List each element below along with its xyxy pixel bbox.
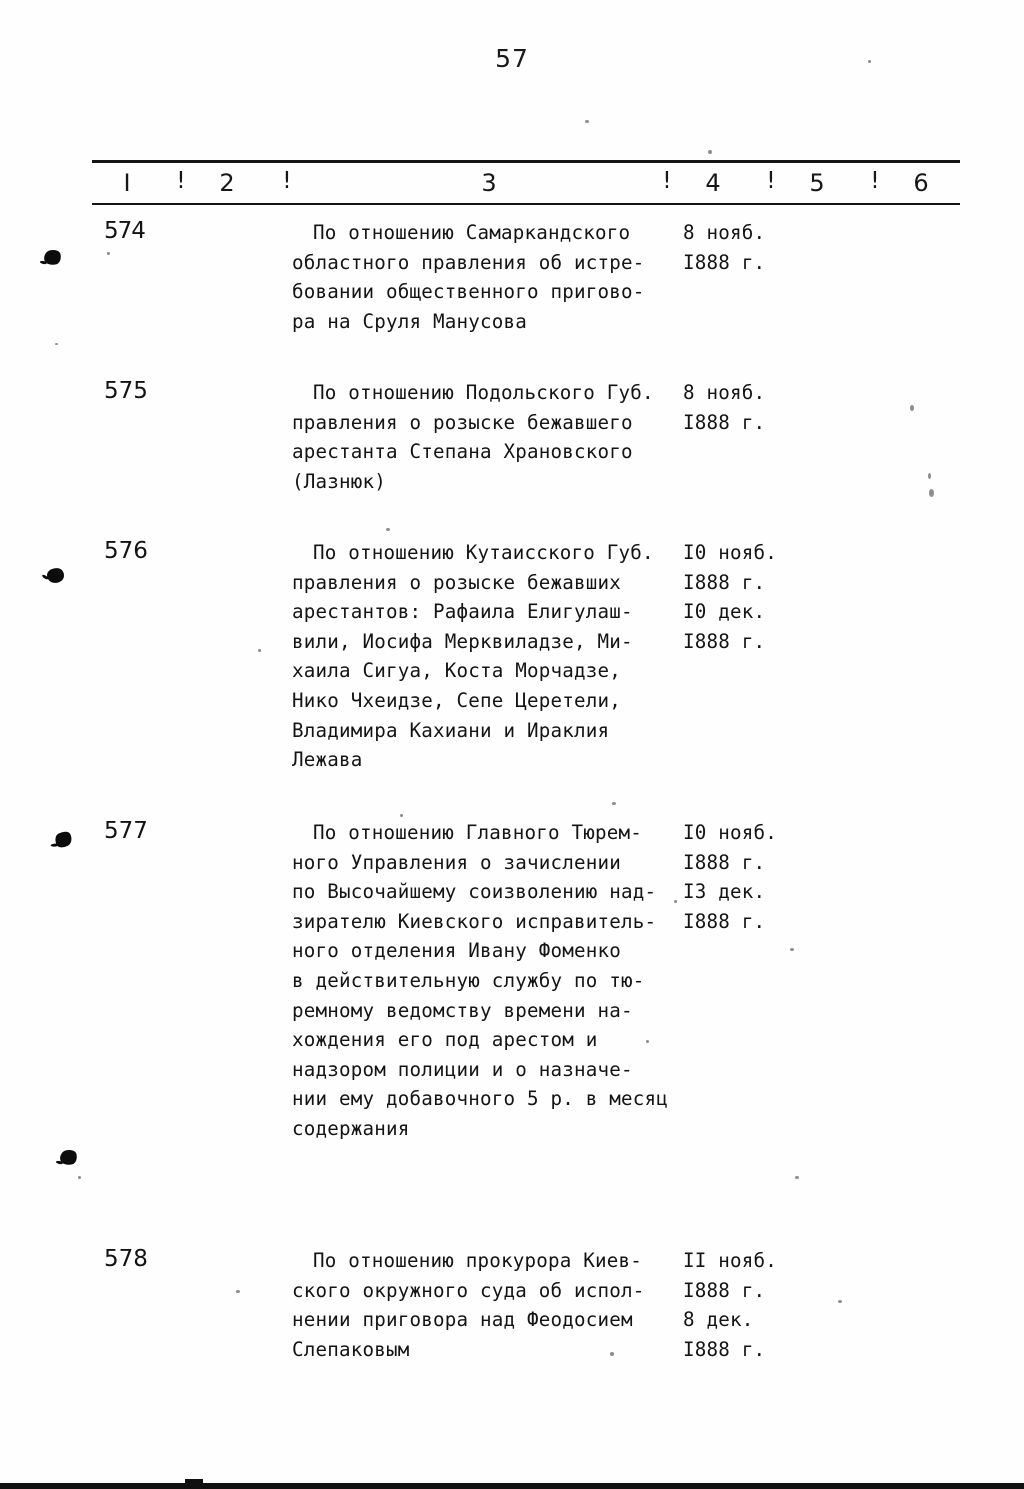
column-header-row bbox=[92, 163, 960, 203]
description-line: ского окружного суда об испол- bbox=[292, 1278, 645, 1302]
date-line: I888 г. bbox=[683, 629, 766, 653]
description-line: арестантов: Рафаила Елигулаш- bbox=[292, 600, 633, 624]
register-entry bbox=[0, 538, 1024, 818]
register-entry bbox=[0, 818, 1024, 1188]
entry-dates bbox=[683, 538, 913, 656]
register-entry bbox=[0, 218, 1024, 378]
entry-number: 577 bbox=[104, 818, 148, 844]
entry-number: 575 bbox=[104, 378, 148, 404]
entry-number: 578 bbox=[104, 1246, 148, 1272]
description-line: зирателю Киевского исправитель- bbox=[292, 909, 657, 933]
entry-dates bbox=[683, 218, 913, 277]
scan-speck bbox=[708, 150, 712, 154]
description-line: Нико Чхеидзе, Сепе Церетели, bbox=[292, 688, 622, 712]
scan-speck bbox=[400, 814, 403, 817]
column-header-6: 6 bbox=[913, 169, 929, 197]
description-line: нии ему добавочного 5 р. в месяц bbox=[292, 1087, 669, 1111]
description-line: бовании общественного пригово- bbox=[292, 280, 645, 304]
description-line: Слепаковым bbox=[292, 1337, 410, 1361]
entry-dates bbox=[683, 378, 913, 437]
description-line: хаила Сигуа, Коста Морчадзе, bbox=[292, 659, 622, 683]
column-header-4: 4 bbox=[705, 169, 721, 197]
scan-speck bbox=[612, 802, 616, 805]
scan-speck bbox=[928, 473, 931, 479]
scan-speck bbox=[868, 60, 871, 63]
scan-bottom-edge-blob bbox=[185, 1479, 203, 1483]
description-line: ного Управления о зачислении bbox=[292, 850, 622, 874]
register-entries bbox=[0, 218, 1024, 1406]
scan-speck bbox=[55, 343, 58, 345]
date-line: I888 г. bbox=[683, 250, 766, 274]
scan-bottom-edge bbox=[0, 1483, 1024, 1489]
description-line: ра на Сруля Манусова bbox=[292, 309, 528, 333]
scan-speck bbox=[610, 1352, 614, 1356]
description-line: нении приговора над Феодосием bbox=[292, 1308, 633, 1332]
description-line: ного отделения Ивану Фоменко bbox=[292, 939, 622, 963]
scan-speck bbox=[674, 900, 677, 903]
date-line: I888 г. bbox=[683, 570, 766, 594]
description-line: ремному ведомству времени на- bbox=[292, 998, 633, 1022]
entry-description bbox=[292, 818, 712, 1144]
description-line: По отношению Главного Тюрем- bbox=[313, 821, 643, 844]
entry-description bbox=[292, 378, 692, 496]
scan-speck bbox=[386, 528, 390, 531]
column-header-5: 5 bbox=[809, 169, 825, 197]
entry-number bbox=[104, 218, 145, 244]
entry-number-text: 574 bbox=[104, 218, 145, 244]
column-header-3: 3 bbox=[481, 169, 497, 197]
page-number: 57 bbox=[495, 44, 529, 73]
column-header-2: 2 bbox=[219, 169, 235, 197]
description-line: По отношению Самаркандского bbox=[313, 221, 631, 244]
date-line: I0 дек. bbox=[683, 600, 766, 624]
description-line: По отношению прокурора Киев- bbox=[313, 1249, 643, 1272]
scan-speck bbox=[795, 1176, 799, 1179]
column-separator-5: ! bbox=[868, 168, 882, 194]
scan-speck bbox=[258, 649, 261, 652]
scan-speck bbox=[910, 405, 914, 411]
column-separator-2: ! bbox=[280, 168, 294, 194]
scan-speck bbox=[646, 1040, 649, 1043]
description-line: По отношению Кутаисского Губ. bbox=[313, 541, 654, 564]
entry-description bbox=[292, 1246, 712, 1364]
entry-description bbox=[292, 218, 692, 336]
description-line: в действительную службу по тю- bbox=[292, 968, 645, 992]
scan-speck bbox=[838, 1300, 842, 1303]
description-line: надзором полиции и о назначе- bbox=[292, 1057, 633, 1081]
description-line: по Высочайшему соизволению над- bbox=[292, 880, 657, 904]
scan-speck bbox=[929, 489, 934, 497]
description-line: хождения его под арестом и bbox=[292, 1028, 598, 1052]
column-header-1: I bbox=[123, 169, 131, 197]
description-line: По отношению Подольского Губ. bbox=[313, 381, 654, 404]
date-line: I888 г. bbox=[683, 909, 766, 933]
date-line: 8 дек. bbox=[683, 1308, 754, 1332]
date-line: I888 г. bbox=[683, 410, 766, 434]
description-line: правления о розыске бежавшего bbox=[292, 410, 633, 434]
entry-description bbox=[292, 538, 692, 775]
description-line: (Лазнюк) bbox=[292, 469, 387, 493]
date-line: 8 нояб. bbox=[683, 221, 766, 244]
scan-speck bbox=[585, 120, 589, 123]
description-line: областного правления об истре- bbox=[292, 250, 645, 274]
scan-speck bbox=[107, 252, 110, 255]
entry-dates bbox=[683, 1246, 913, 1364]
column-separator-4: ! bbox=[764, 168, 778, 194]
column-separator-3: ! bbox=[660, 168, 674, 194]
date-line: II нояб. bbox=[683, 1249, 778, 1272]
register-entry bbox=[0, 1246, 1024, 1406]
description-line: арестанта Степана Храновского bbox=[292, 440, 633, 464]
date-line: I0 нояб. bbox=[683, 541, 778, 564]
column-separator-1: ! bbox=[174, 168, 188, 194]
date-line: I888 г. bbox=[683, 1337, 766, 1361]
date-line: I888 г. bbox=[683, 850, 766, 874]
date-line: 8 нояб. bbox=[683, 381, 766, 404]
table-bottom-rule bbox=[92, 203, 960, 205]
register-table-header bbox=[92, 160, 960, 205]
description-line: правления о розыске бежавших bbox=[292, 570, 622, 594]
entry-number: 576 bbox=[104, 538, 148, 564]
description-line: вили, Иосифа Мерквиладзе, Ми- bbox=[292, 629, 633, 653]
date-line: I888 г. bbox=[683, 1278, 766, 1302]
description-line: Лежава bbox=[292, 748, 363, 772]
description-line: Владимира Кахиани и Ираклия bbox=[292, 718, 610, 742]
scan-speck bbox=[78, 1176, 81, 1179]
register-entry bbox=[0, 378, 1024, 538]
scan-speck bbox=[790, 948, 794, 951]
date-line: I0 нояб. bbox=[683, 821, 778, 844]
entry-dates bbox=[683, 818, 913, 936]
date-line: I3 дек. bbox=[683, 880, 766, 904]
scan-speck bbox=[236, 1290, 240, 1293]
description-line: содержания bbox=[292, 1116, 410, 1140]
